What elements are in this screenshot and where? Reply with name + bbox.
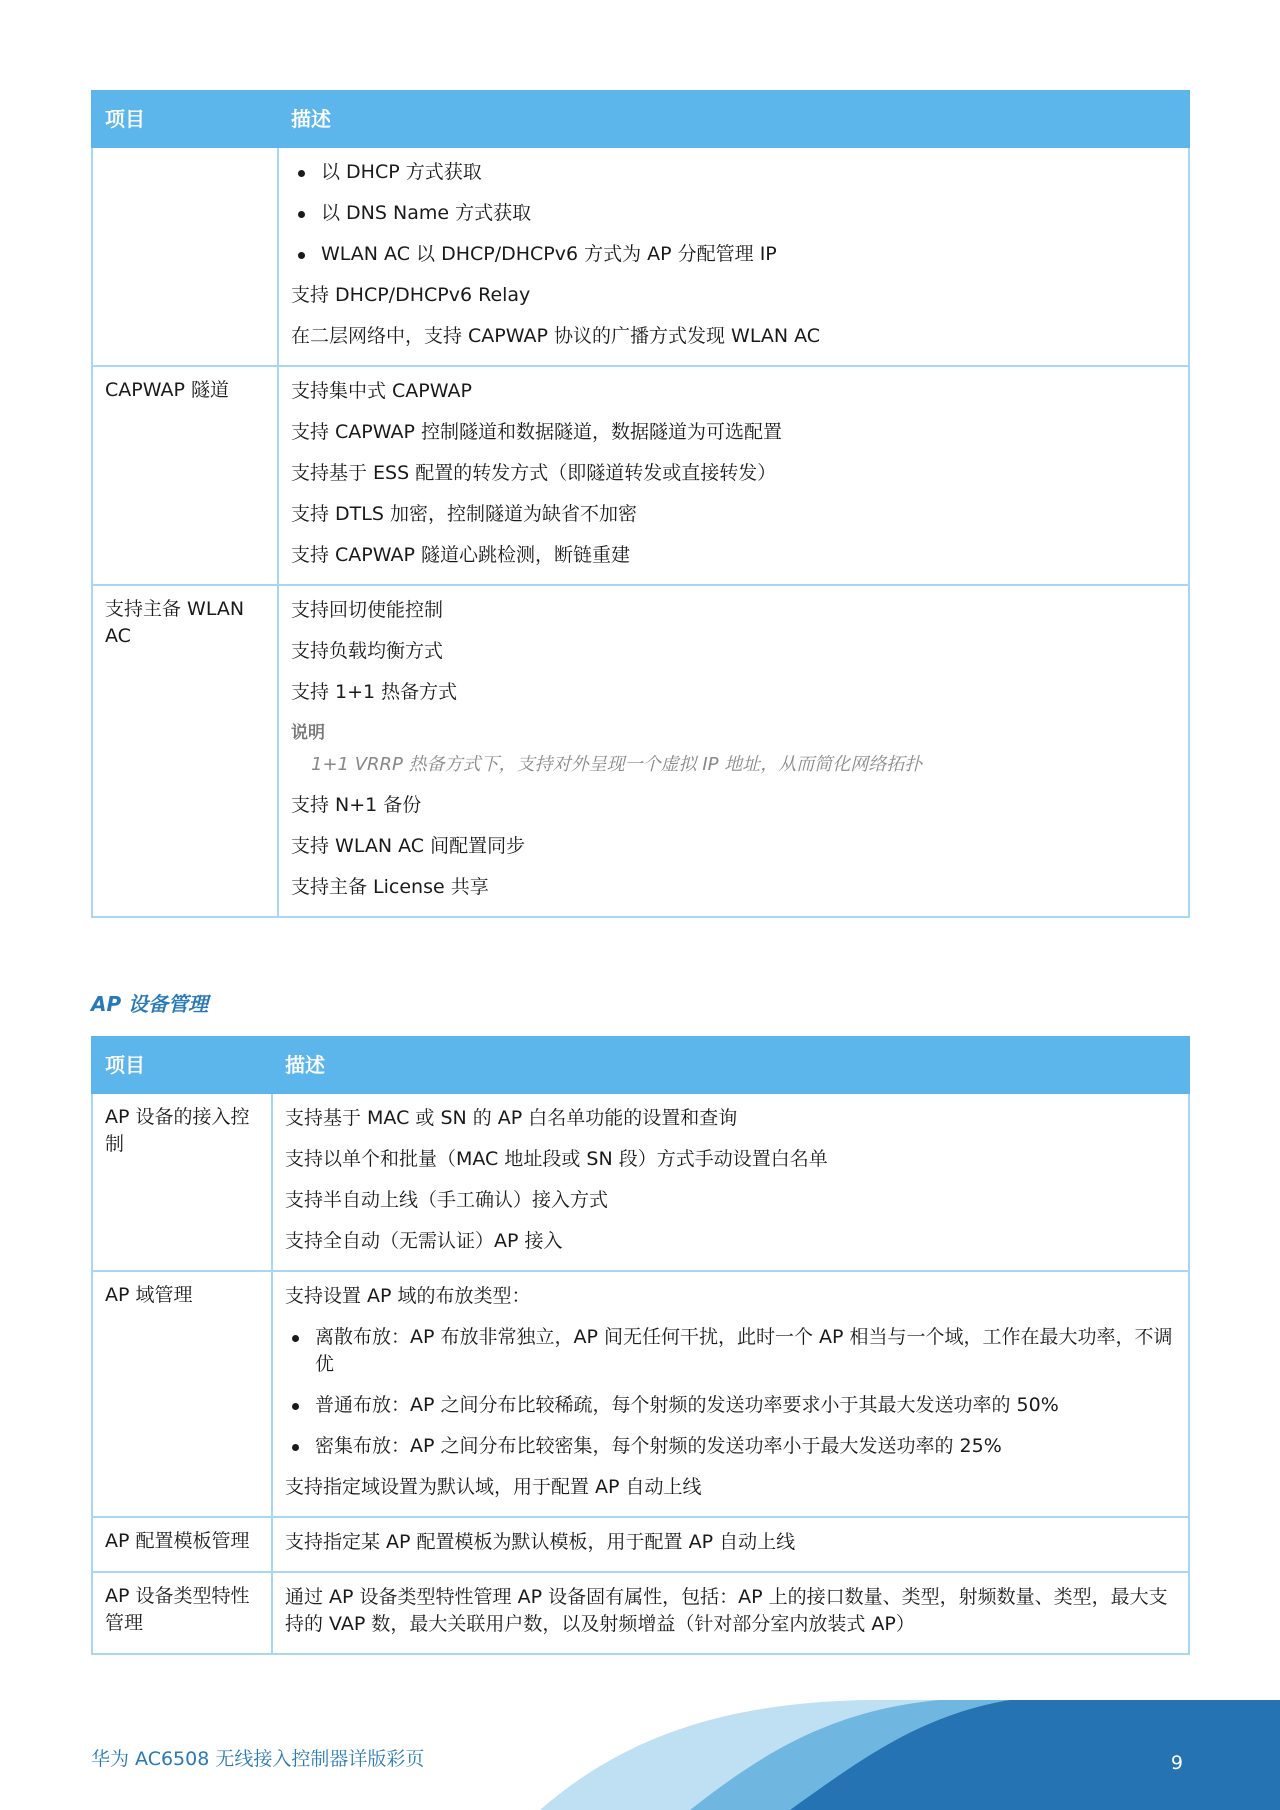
table-row — [92, 1093, 1189, 1271]
desc-line: 支持 N+1 备份 — [291, 794, 422, 816]
list-item: 以 DNS Name 方式获取 — [291, 193, 1176, 234]
desc-line: 支持基于 ESS 配置的转发方式（即隧道转发或直接转发） — [291, 462, 777, 484]
table-header — [92, 1037, 1189, 1093]
header-item: 项目 — [92, 91, 278, 147]
desc-line: 支持 DHCP/DHCPv6 Relay — [291, 284, 531, 306]
desc-line: 支持基于 MAC 或 SN 的 AP 白名单功能的设置和查询 — [285, 1107, 738, 1129]
row-desc — [278, 366, 1189, 585]
row-item: CAPWAP 隧道 — [92, 366, 278, 585]
row-desc — [272, 1093, 1189, 1271]
section-title: AP 设备管理 — [91, 992, 209, 1016]
row-desc — [272, 1271, 1189, 1517]
table-row — [92, 585, 1189, 917]
row-item: AP 设备类型特性管理 — [92, 1572, 272, 1654]
row-item: AP 配置模板管理 — [92, 1517, 272, 1572]
desc-line: 支持指定域设置为默认域，用于配置 AP 自动上线 — [285, 1476, 702, 1498]
table-row — [92, 147, 1189, 366]
table-row — [92, 1517, 1189, 1572]
desc-line: 支持 1+1 热备方式 — [291, 681, 458, 703]
row-item: AP 域管理 — [92, 1271, 272, 1517]
row-item — [92, 147, 278, 366]
spec-table-1 — [91, 90, 1190, 918]
header-desc: 描述 — [278, 91, 1189, 147]
desc-line: 支持 CAPWAP 隧道心跳检测，断链重建 — [291, 544, 631, 566]
desc-line: 支持主备 License 共享 — [291, 876, 489, 898]
list-item: 以 DHCP 方式获取 — [291, 152, 1176, 193]
list-item: 普通布放：AP 之间分布比较稀疏，每个射频的发送功率要求小于其最大发送功率的 50% — [285, 1385, 1176, 1426]
desc-line: 支持回切使能控制 — [291, 599, 444, 621]
desc-line: 支持全自动（无需认证）AP 接入 — [285, 1230, 563, 1252]
list-item: 密集布放：AP 之间分布比较密集，每个射频的发送功率小于最大发送功率的 25% — [285, 1426, 1176, 1467]
list-item: WLAN AC 以 DHCP/DHCPv6 方式为 AP 分配管理 IP — [291, 234, 1176, 275]
page-number: 9 — [1170, 1752, 1183, 1774]
desc-line: 支持集中式 CAPWAP — [291, 380, 472, 402]
desc-line: 支持设置 AP 域的布放类型： — [285, 1285, 531, 1307]
spec-table-2 — [91, 1036, 1190, 1655]
note-title: 说明 — [291, 723, 325, 743]
row-desc — [278, 585, 1189, 917]
desc-line: 支持 WLAN AC 间配置同步 — [291, 835, 526, 857]
desc-line: 通过 AP 设备类型特性管理 AP 设备固有属性，包括：AP 上的接口数量、类型，射频数量、类型，最大支持的 VAP 数，最大关联用户数，以及射频增益（针对部分室内放装式 AP） — [285, 1586, 1168, 1635]
page-footer — [0, 1700, 1280, 1810]
row-desc — [272, 1572, 1189, 1654]
footer-title: 华为 AC6508 无线接入控制器详版彩页 — [91, 1748, 425, 1770]
desc-line: 支持负载均衡方式 — [291, 640, 444, 662]
row-desc — [278, 147, 1189, 366]
row-item: 支持主备 WLAN AC — [92, 585, 278, 917]
table-header — [92, 91, 1189, 147]
table-row — [92, 1572, 1189, 1654]
table-row — [92, 366, 1189, 585]
desc-line: 支持以单个和批量（MAC 地址段或 SN 段）方式手动设置白名单 — [285, 1148, 828, 1170]
desc-line: 支持半自动上线（手工确认）接入方式 — [285, 1189, 609, 1211]
header-item: 项目 — [92, 1037, 272, 1093]
desc-line: 在二层网络中，支持 CAPWAP 协议的广播方式发现 WLAN AC — [291, 325, 821, 347]
desc-line: 支持 CAPWAP 控制隧道和数据隧道，数据隧道为可选配置 — [291, 421, 783, 443]
desc-line: 支持 DTLS 加密，控制隧道为缺省不加密 — [291, 503, 637, 525]
table-row — [92, 1271, 1189, 1517]
note-text: 1+1 VRRP 热备方式下，支持对外呈现一个虚拟 IP 地址，从而简化网络拓扑 — [311, 754, 923, 775]
row-desc — [272, 1517, 1189, 1572]
row-item: AP 设备的接入控制 — [92, 1093, 272, 1271]
header-desc: 描述 — [272, 1037, 1189, 1093]
desc-line: 支持指定某 AP 配置模板为默认模板，用于配置 AP 自动上线 — [285, 1531, 796, 1553]
list-item: 离散布放：AP 布放非常独立，AP 间无任何干扰，此时一个 AP 相当与一个域，工作在最大功率，不调优 — [285, 1317, 1176, 1385]
